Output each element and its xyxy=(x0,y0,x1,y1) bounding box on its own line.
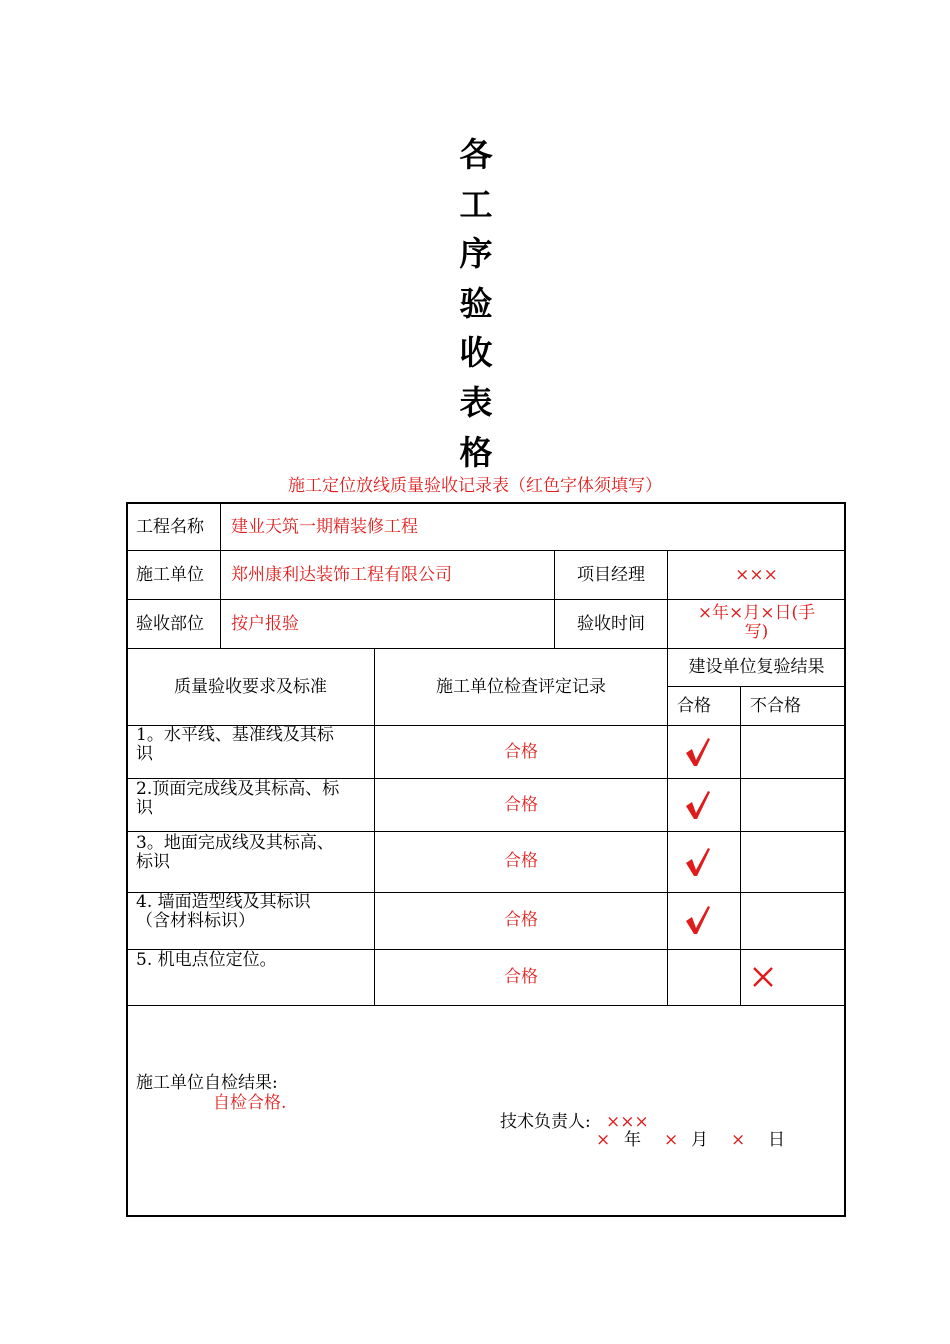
date-day-mark: × xyxy=(731,1130,746,1150)
inspection-part-label: 验收部位 xyxy=(136,614,204,634)
check-mark-icon xyxy=(684,736,712,768)
item-record: 合格 xyxy=(504,742,538,762)
project-manager-value: ××× xyxy=(735,565,778,585)
inspection-time-label: 验收时间 xyxy=(577,614,645,634)
item-standard-line1: 3。地面完成线及其标高、 xyxy=(136,833,334,853)
check-mark-icon xyxy=(684,789,712,821)
item-standard-line1: 1。水平线、基准线及其标 xyxy=(136,725,334,745)
title-char: 序 xyxy=(459,234,493,274)
title-char: 收 xyxy=(459,333,493,373)
title-char: 各 xyxy=(459,135,493,174)
item-fail-cell xyxy=(740,778,846,832)
item-standard-line2: 标识 xyxy=(136,852,170,872)
inspection-time-value-line2: 写) xyxy=(744,622,769,642)
check-mark-icon xyxy=(684,846,712,878)
item-record: 合格 xyxy=(504,795,538,815)
item-standard-line2: 识 xyxy=(136,798,153,818)
inspection-part-value: 按户报验 xyxy=(231,614,299,634)
inspection-time-value-line1: ×年×月×日(手 xyxy=(697,603,816,623)
item-pass-cell xyxy=(667,949,741,1006)
title-char: 工 xyxy=(459,184,493,224)
item-fail-cell xyxy=(740,725,846,779)
date-month-label: 月 xyxy=(691,1130,708,1150)
item-standard-line2: 识 xyxy=(136,744,153,764)
cross-mark-icon xyxy=(751,965,775,989)
item-record: 合格 xyxy=(504,967,538,987)
title-char: 表 xyxy=(459,382,493,422)
item-fail-cell xyxy=(740,831,846,893)
project-manager-label: 项目经理 xyxy=(577,565,645,585)
item-standard-line1: 4. 墙面造型线及其标识 xyxy=(136,892,311,912)
unit-check-header: 施工单位检查评定记录 xyxy=(436,677,606,697)
item-record: 合格 xyxy=(504,851,538,871)
fail-header: 不合格 xyxy=(750,696,801,716)
main-title xyxy=(456,130,496,477)
self-check-value: 自检合格. xyxy=(213,1093,287,1113)
date-year-mark: × xyxy=(596,1130,611,1150)
item-record: 合格 xyxy=(504,910,538,930)
title-char: 验 xyxy=(459,283,493,323)
project-name-value: 建业天筑一期精装修工程 xyxy=(231,517,418,537)
quality-standard-header: 质量验收要求及标准 xyxy=(174,677,327,697)
construction-unit-value: 郑州康利达装饰工程有限公司 xyxy=(231,565,452,585)
tech-lead-label: 技术负责人: xyxy=(500,1112,591,1132)
date-year-label: 年 xyxy=(624,1130,641,1150)
self-check-label: 施工单位自检结果: xyxy=(136,1073,278,1093)
tech-lead-value: ××× xyxy=(606,1112,649,1132)
item-standard-line1: 2.顶面完成线及其标高、标 xyxy=(136,779,340,799)
item-standard-line2: （含材料标识） xyxy=(136,911,255,931)
check-mark-icon xyxy=(684,904,712,936)
construction-unit-label: 施工单位 xyxy=(136,565,204,585)
pass-header: 合格 xyxy=(677,696,711,716)
date-day-label: 日 xyxy=(768,1130,785,1150)
owner-recheck-header: 建设单位复验结果 xyxy=(688,657,825,677)
item-fail-cell xyxy=(740,892,846,950)
item-standard-line1: 5. 机电点位定位。 xyxy=(136,950,277,970)
project-name-label: 工程名称 xyxy=(136,517,204,537)
date-month-mark: × xyxy=(664,1130,679,1150)
title-char: 格 xyxy=(459,432,493,472)
form-subtitle: 施工定位放线质量验收记录表（红色字体须填写） xyxy=(288,476,662,496)
